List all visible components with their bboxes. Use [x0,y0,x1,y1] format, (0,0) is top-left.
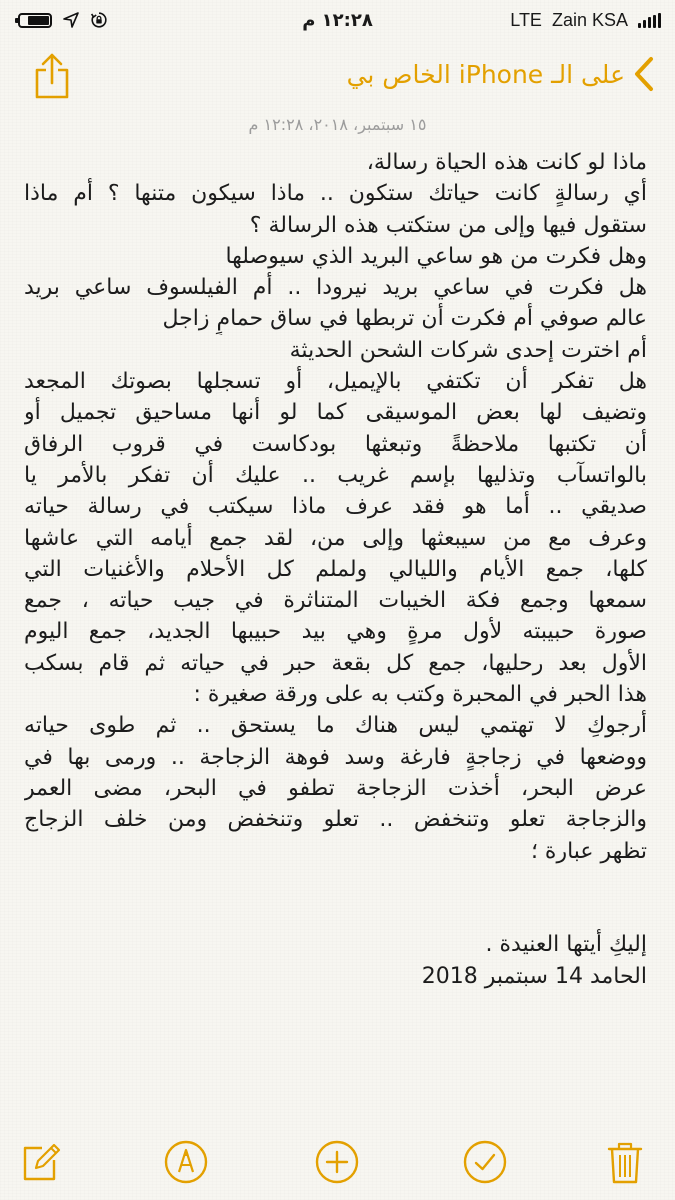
checklist-button[interactable] [461,1138,509,1186]
chevron-left-icon [633,56,655,92]
note-line: وهل فكرت من هو ساعي البريد الذي سيوصلها [225,243,647,269]
status-bar [0,0,675,40]
note-line: أرجوكِ لا تهتمي ليس هناك ما يستحق .. ثم طوى حياته [24,713,647,739]
note-line: سمعها وجمع فكة الخيبات المتناثرة في جيب حياته ، جمع [24,588,647,614]
markup-pen-icon [162,1138,210,1186]
note-line: الأول بعد رحليها، جمع كل بقعة حبر في حياته ثم قام بسكب [24,650,647,676]
note-body[interactable] [24,147,647,992]
network-type: LTE [510,10,542,30]
note-line: تظهر عبارة ؛ [530,838,647,864]
back-button[interactable] [347,52,655,96]
note-signature-line: الحامد 14 سبتمبر 2018 [421,963,647,989]
note-line: وتضيف لها بعض الموسيقى كما لو أنها مساحيق تجميل أو [24,400,647,426]
bottom-toolbar [0,1120,675,1200]
note-date: ١٥ سبتمبر، ٢٠١٨، ١٢:٢٨ م [248,115,427,134]
markup-button[interactable] [162,1138,210,1186]
add-icon [313,1138,361,1186]
note-line: إليكِ أيتها العنيدة . [485,932,647,958]
back-button-label: على الـ iPhone الخاص بي [346,59,625,89]
note-line: ستقول فيها وإلى من ستكتب هذه الرسالة ؟ [249,212,647,238]
signal-strength-icon [638,13,661,28]
note-line: وعرف مع من سيبعثها وإلى من، لقد جمع أيامه التي عاشها [24,525,647,551]
note-line: هل فكرت في ساعي بريد نيرودا .. أم الفيلسوف ساعي بريد [24,275,647,301]
note-line: أي رسالةٍ كانت حياتك ستكون .. ماذا سيكون متنها ؟ أم ماذا [24,181,647,207]
compose-note-icon [16,1138,64,1186]
note-blank-line [24,898,647,929]
navigation-bar [0,40,675,112]
note-line: والزجاجة تعلو وتنخفض .. تعلو وتنخفض ومن خلف الزجاج [24,807,647,833]
compose-note-button[interactable] [16,1138,64,1186]
note-line: أم اخترت إحدى شركات الشحن الحديثة [289,337,647,363]
status-bar-right [510,10,661,31]
share-button[interactable] [28,50,76,102]
carrier-name: Zain KSA [551,10,628,30]
checklist-icon [461,1138,509,1186]
share-icon [28,50,76,102]
note-blank-line [24,867,647,898]
note-line: صديقي .. أما هو فقد عرف ماذا سيكتب في رسالة حياته [24,494,647,520]
add-button[interactable] [313,1138,361,1186]
note-line: عرض البحر، أخذت الزجاجة تطفو في البحر، مضى العمر [24,775,647,801]
status-time: ١٢:٢٨ م [302,10,373,31]
note-line: عالم صوفي أم فكرت أن تربطها في ساق حمامٍ زاجل [162,306,647,332]
note-line: بالواتسآب وتذليها بإسم غريب .. عليك أن تفكر بالأمر يا [24,462,647,488]
note-line: هل تفكر أن تكتفي بالإيميل، أو تسجلها بصوتك المجعد [24,369,647,395]
delete-button[interactable] [601,1138,649,1186]
note-line: صورة حبيبته لأول مرةٍ وهي بيد حبيبها الجديد، جمع اليوم [24,619,647,645]
note-line: هذا الحبر في المحبرة وكتب به على ورقة صغيرة : [193,682,647,708]
note-line: ماذا لو كانت هذه الحياة رسالة، [366,150,647,175]
note-line: ووضعها في زجاجةٍ فارغة وسد فوهة الزجاجة .. ورمى بها في [24,744,647,770]
note-line: أن تكتبها ملاحظةً وتبعثها بودكاست في قروب الرفاق [24,431,647,457]
trash-icon [601,1138,649,1186]
note-line: كلها، جمع الأيام والليالي ولملم كل الأحلام والأغنيات التي [24,556,647,582]
